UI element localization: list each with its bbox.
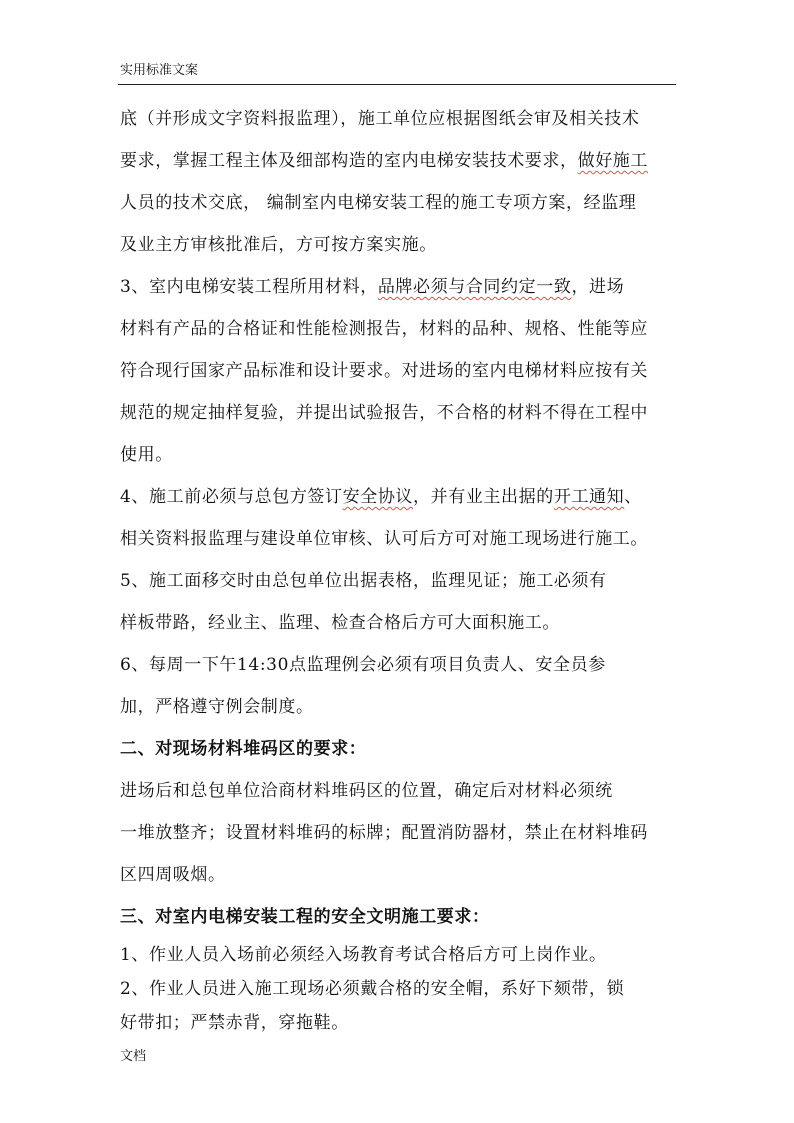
text-line: 及业主方审核批准后，方可按方案实施。 xyxy=(120,235,437,255)
text-line: 4、施工前必须与总包方签订安全协议，并有业主出据的开工通知、 xyxy=(120,487,642,507)
text-line: 样板带路，经业主、监理、检查合格后方可大面积施工。 xyxy=(120,613,560,633)
text-line: 材料有产品的合格证和性能检测报告，材料的品种、规格、性能等应 xyxy=(120,319,648,339)
text-line: 底（并形成文字资料报监理），施工单位应根据图纸会审及相关技术 xyxy=(120,109,640,129)
text-line: 符合现行国家产品标准和设计要求。对进场的室内电梯材料应按有关 xyxy=(120,361,648,381)
text-line: 要求，掌握工程主体及细部构造的室内电梯安装技术要求，做好施工 xyxy=(120,151,649,171)
text-line: 5、施工面移交时由总包单位出据表格，监理见证；施工必须有 xyxy=(120,571,607,591)
page-header: 实用标准文案 xyxy=(120,63,199,78)
spellcheck-underline: 开工通知 xyxy=(553,487,625,507)
text-line: 一堆放整齐；设置材料堆码的标牌；配置消防器材，禁止在材料堆码 xyxy=(120,823,648,843)
header-divider xyxy=(118,84,676,85)
text-line: 好带扣；严禁赤背，穿拖鞋。 xyxy=(120,1013,349,1033)
text-line: 相关资料报监理与建设单位审核、认可后方可对施工现场进行施工。 xyxy=(120,529,648,549)
text-line: 进场后和总包单位洽商材料堆码区的位置，确定后对材料必须统 xyxy=(120,781,613,801)
text-line: 3、室内电梯安装工程所用材料，品牌必须与合同约定一致，进场 xyxy=(120,277,625,297)
page-footer: 文档 xyxy=(120,1049,147,1064)
section-heading: 三、对室内电梯安装工程的安全文明施工要求： xyxy=(120,907,490,927)
text-line: 使用。 xyxy=(120,445,173,465)
section-heading: 二、对现场材料堆码区的要求： xyxy=(120,739,367,759)
spellcheck-underline: 品牌必须与合同约定一致 xyxy=(377,277,572,297)
text-line: 2、作业人员进入施工现场必须戴合格的安全帽，系好下颏带，锁 xyxy=(120,979,625,999)
text-line: 人员的技术交底， 编制室内电梯安装工程的施工专项方案，经监理 xyxy=(120,193,637,213)
text-line: 加，严格遵守例会制度。 xyxy=(120,697,314,717)
text-line: 规范的规定抽样复验，并提出试验报告，不合格的材料不得在工程中 xyxy=(120,403,648,423)
text-line: 区四周吸烟。 xyxy=(120,865,226,885)
text-line: 6、每周一下午14:30点监理例会必须有项目负责人、安全员参 xyxy=(120,655,606,675)
spellcheck-underline: 安全协议 xyxy=(342,487,414,507)
text-line: 1、作业人员入场前必须经入场教育考试合格后方可上岗作业。 xyxy=(120,945,607,965)
spellcheck-underline: 做好施工 xyxy=(577,151,649,171)
